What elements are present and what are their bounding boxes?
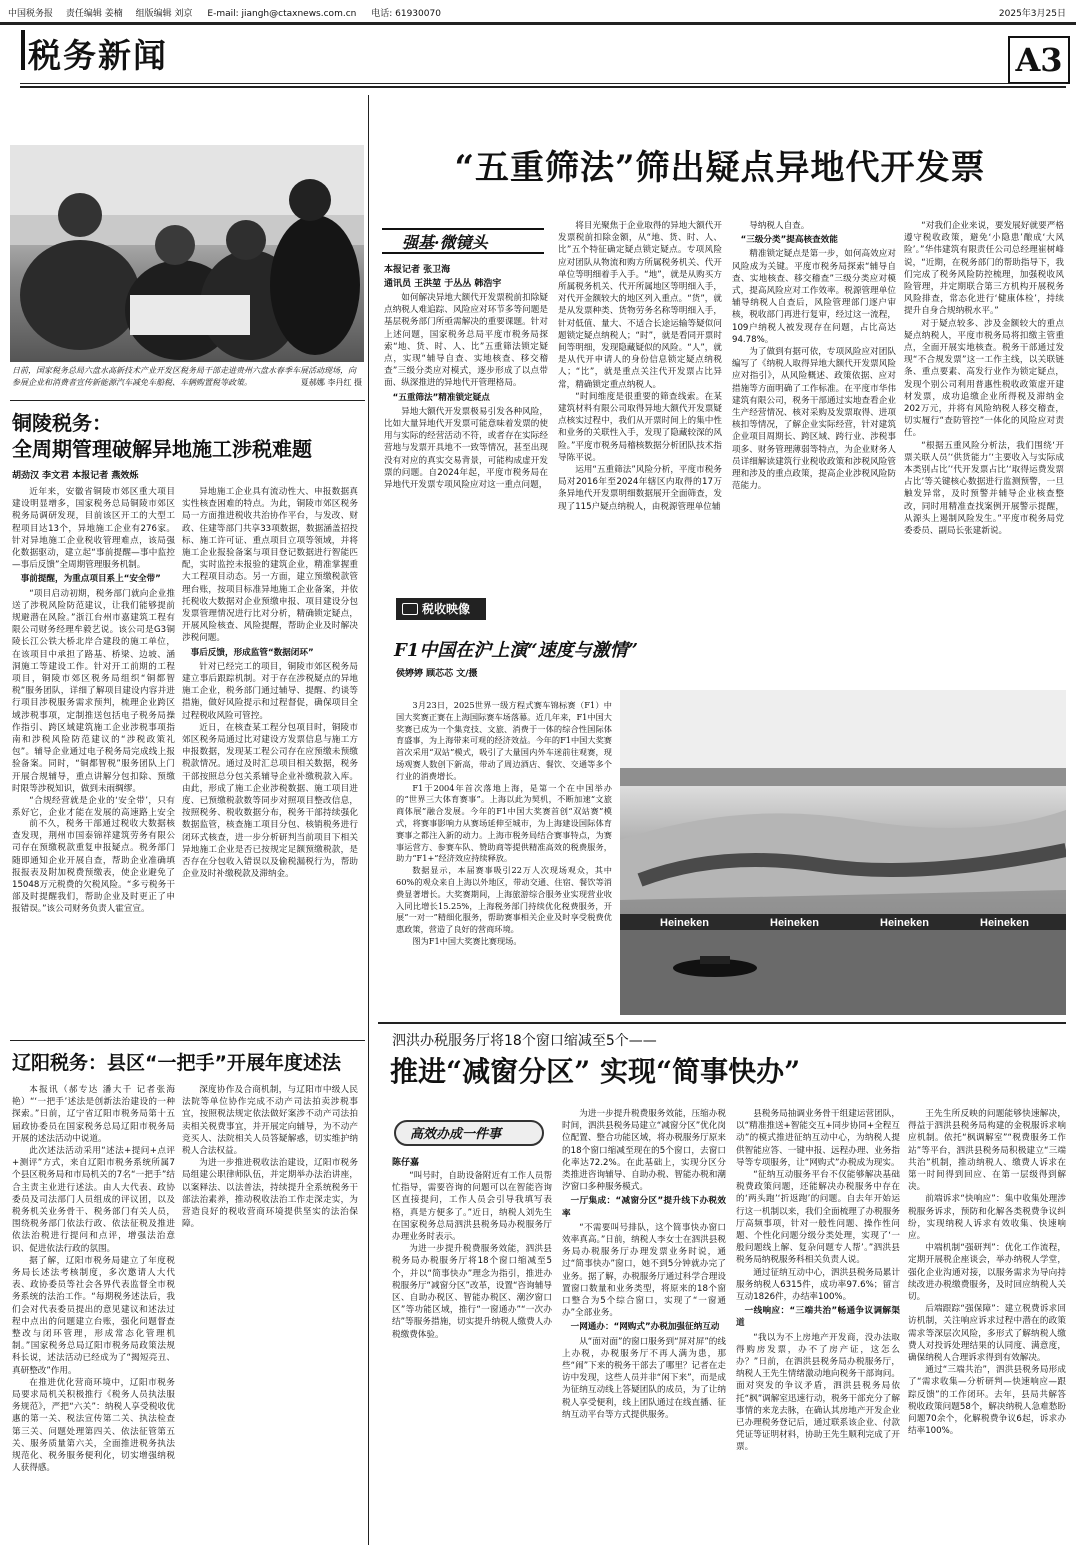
sihong-p12: 中端机制“强研判”：优化工作流程，定期开展税企座谈会，举办纳税人学堂，强化企业沟通对接，以服务需求为导向持续改进办税缴费服务，及时回应纳税人关切。 [908, 1243, 1066, 1303]
sihong-p9: “我以为不上房地产开发商，没办法取得购房发票，办不了房产证，这怎么办？”日前，在泗洪县税务局办税服务厅，纳税人王先生情绪激动地向税务干部询问。面对突发的争议矛盾，泗洪县税务局依托“枫”调解室迅速行动，税务干部充分了解事情的来龙去脉，在确认其房地产开发企业已办理税务登记后，通过联系该企业、付款凭证等证明材料，协助王先生顺利完成了开票。 [736, 1332, 900, 1453]
f1-race-photo [620, 690, 1066, 1015]
liaoyang-p3: 在推进优化营商环境中，辽阳市税务局要求局机关积极推行《税务人员执法服务规范》，严把“六关”：纳税人享受税收优惠的第一关、税法宣传第二关、执法检查第三关、问题处理第四关、依法征管第五关、服务质量第六关，全面推进税务执法规范化、税务服务便利化，切实增强纳税人获得感。 [12, 1377, 175, 1474]
liaoyang-byline: 本报讯（郝专达 潘大千 记者张海艳）“‘一把手’述法是创新法治建设的一种探索。”日前，辽宁省辽阳市税务局第十五届政协委员在国家税务总局辽阳市税务局开展的述法活动中说道。 [12, 1085, 175, 1144]
main-col1 [384, 292, 548, 592]
layout-editor: 组版编辑 刘京 [135, 9, 193, 19]
sihong-sub2: 一网通办：“网购式”办税加强征纳互动 [570, 1322, 720, 1333]
tongling-p4: 前不久，税务干部通过税收大数据核查发现，荆州市国泰锦祥建筑劳务有限公司存在预缴税款重复申报疑点。税务部门随即通知企业开展自查，帮助企业准确填报报表及附加税费预缴表，使企业避免了15048万元税费的欠税风险。“多亏税务干部及时提醒我们，帮助企业及时更正了申报错误。”该公司财务负责人霍宣宣。 [12, 819, 175, 915]
banner-text-1: Heineken [660, 917, 709, 929]
sihong-sub1: 一厅集成：“减窗分区”提升线下办税效率 [562, 1196, 726, 1219]
sihong-p14: 通过“三端共治”，泗洪县税务局形成了“需求收集—分析研判—快速响应—跟踪反馈”的工作闭环。去年，县局共解答税收政策问题58个，解决纳税人急难愁盼问题70余个，化解税费争议6起，诉求办结率100%。 [908, 1365, 1066, 1437]
main-p10: 对于疑点较多、涉及金额较大的重点疑点纳税人，平度市税务局将扣缴主管重点，全面开展实地核查。税务干部通过发现“不合规发票”这一工作主线，以关联链条、重点要素、高发行业作为锁定疑点，发现个别公司利用普惠性税收政策虚开建材发票，成功追缴企业所得税及滞纳金202万元，并将有风险纳税人移交稽查，切实履行“查防管控”一体化的风险应对责任。 [904, 318, 1064, 439]
sihong-p8: 通过征纳互动中心，泗洪县税务局累计服务纳税人6315件，成功率97.6%；留言互动1826件，办结率100%。 [736, 1267, 900, 1303]
column-tag-text: 强基·微镜头 [402, 233, 488, 252]
main-p9: “对我们企业来说，要发展好就要严格遵守税收政策，避免‘小隐患’酿成‘大风险’。”华伟建筑有限责任公司总经理崔树峰说，“近期，在税务部门的帮助指导下，我们完成了税务风险防控梳理，加强税收风险管理，并定期联合第三方机构开展税务风险排查，常态化进行‘健康体检’，持续提升自身合规纳税水平。” [904, 221, 1064, 317]
main-sub1: “五重筛法”精准锁定疑点 [392, 392, 490, 403]
main-sub2: “三级分类”提高核查效能 [740, 235, 838, 246]
f1-p3: 数据显示，本届赛事吸引22万人次现场观众，其中60%的观众来自上海以外地区，带动交通、住宿、餐饮等消费显著增长。大奖赛期间，上海旅游综合服务业实现营业收入同比增长15.25%，上海税务部门持续优化税费服务，开展“一对一”精细化服务，帮助赛事相关企业及时享受税费优惠政策，营造了良好的营商环境。 [396, 865, 612, 935]
main-p5: 运用“五重筛法”风险分析，平度市税务局对2016年至2024年辖区内取得的17万条异地代开发票明细数据展开全面筛查，发现了115户疑点纳税人，由税源管理单位辅 [558, 465, 722, 512]
sihong-p1: “叫号时，自助设备附近有工作人员帮忙指导，需要咨询的问题可以在智能咨询区直接提问，工作人员会引导我填写表格，真是方便多了。”近日，纳税人刘先生在国家税务总局泗洪县税务局办税服务厅办理业务时表示。 [392, 1171, 552, 1243]
tongling-sub3: 事后反馈，形成监管“数据闭环” [190, 647, 314, 658]
sihong-col2 [562, 1108, 726, 1542]
sihong-p2: 为进一步提升税费服务效能，泗洪县税务局办税服务厅将18个窗口缩减至5个，并以“简事快办”理念为指引，推进办税服务厅“减窗分区”改革，设置“咨询辅导区、自助办税区、智能办税区、潮汐窗口区”等功能区域，推行“一窗通办”“一次办结”等服务措施，切实提升纳税人缴费人办税缴费体验。 [392, 1244, 552, 1340]
f1-tag-text: 税收映像 [422, 602, 471, 616]
sihong-col3 [736, 1108, 900, 1542]
tongling-byline: 胡劲汉 李文君 本报记者 燕效烁 [12, 471, 139, 481]
section-title: 税务新闻 [28, 36, 168, 75]
liaoyang-col1 [12, 1084, 175, 1544]
f1-title: F1中国在沪上演“速度与激情” [394, 640, 639, 661]
main-p3: 将目光聚焦于企业取得的异地大额代开发票税前扣除金额，从“地、货、时、人、比”五个特征确定疑点锁定疑点。专项风险应对团队从物流和购方所属税务机关、代开单位等明细着手入手。“地”，就是从购买方所属税务机关、代开所属地区等明细入手，对代开金额较大的地区列入重点。“货”，就是从发票种类、货物劳务名称等明细入手，针对低值、量大、不适合长途运输等疑似问题锁定疑点纳税人；“时”，就是看同开票时间等明细，发现隐藏疑似的风险。“人”，就是从代开申请人的身份信息锁定疑点纳税人；“比”，就是重点关注代开发票占比异常，精确锁定重点纳税人。 [558, 221, 722, 390]
photo-caption: 日前，国家税务总局六盘水高新技术产业开发区税务局干部走进贵州六盘水春季车展活动现场，向参展企业和消费者宣传新能源汽车减免车船税、车辆购置税等政策。 [12, 366, 356, 387]
main-p11: “根据五重风险分析法，我们围绕‘开票关联人员’‘供货能力’‘主要收入与实际成本类别占比’‘代开发票占比’‘取得运费发票占比’等关键核心数据进行监测预警，一旦触发异常，及时预警并辅导企业核查整改，同时用精准查找案例开展警示提醒，从源头上遏制风险发生。”平度市税务局党委委员、副局长张建新说。 [904, 440, 1064, 537]
f1-tag [396, 598, 486, 620]
tongling-sub1: 事前提醒，为重点项目系上“安全带” [20, 574, 161, 585]
phone: 电话: 61930070 [371, 9, 441, 19]
sihong-title: 推进“减窗分区” 实现“简事快办” [390, 1055, 801, 1088]
sihong-tag-text: 高效办成一件事 [410, 1127, 502, 1142]
liaoyang-p5: 为进一步推进税收法治建设，辽阳市税务局组建公职律师队伍，并定期举办法治讲座，以案释法、以法普法，持续提升全系统税务干部法治素养，推动税收法治工作走深走实，为营造良好的税收营商环境提供坚实的法治保障。 [182, 1158, 358, 1230]
main-p8: 为了做到有据可依，专项风险应对团队编写了《纳税人取得异地大额代开发票风险应对指引》，从风险概述、政策依据、应对措施等方面明确了工作标准。在平度市华伟建筑有限公司，税务干部通过实地查看企业生产经营情况、核对采购及发票取得、进项核扣等情况，了解企业实际经营，针对建筑企业项目周期长、跨区域、跨行业、涉税事项多、财务管理薄弱等特点，为企业财务人员详细解读建筑行业税收政策和涉税风险管理和涉及的重点政策，提高企业涉税风险防范能力。 [732, 347, 896, 492]
sihong-p7: “征纳互动服务平台不仅能够解决基础税费政策问题，还能解决办税服务中存在的‘两头跑’‘折返跑’的问题。自去年开始运行这一机制以来，我们全面梳理了办税服务厅高频事项，针对一般性问题、操作性问题、个性化问题分级分类处理，实现了‘一般问题线上解、复杂问题专人帮’。”泗洪县税务局纳税服务科相关负责人说。 [736, 1170, 900, 1266]
camera-icon [402, 603, 418, 615]
race-track-scene [620, 690, 1066, 1015]
banner-text-3: Heineken [880, 917, 929, 929]
sihong-p10: 王先生所反映的问题能够快速解决，得益于泗洪县税务局构建的金税服诉求响应机制。依托“枫调解室”“税费服务工作站”等平台，泗洪县税务局积极建立“三端共治”机制，推动纳税人、缴费人诉求在第一时间得到回应、在第一层级得到解决。 [908, 1109, 1066, 1193]
sihong-p4: 为进一步提升税费服务效能，压缩办税时间，泗洪县税务局建立“减窗分区”优化岗位配置、整合功能区域，将办税服务厅原来的18个窗口缩减至现在的5个窗口，去窗口化率达72.2%。在此基础上，实现分区分类推进咨询辅导、自助办税、智能办税和潮汐窗口多种服务模式。 [562, 1109, 726, 1193]
banner-text-4: Heineken [980, 917, 1029, 929]
liaoyang-p2: 据了解，辽阳市税务局建立了年度税务局长述法考核制度，多次邀请人大代表、政协委员等社会各界代表监督全市税务系统的法治工作。“每期税务述法后，我们会对代表委员提出的意见建议和述法过程中点出的问题建立台账，强化问题督查整改与闭环管理，形成常态化管理机制。”国家税务总局辽阳市税务局政策法规科长说，述法活动已经成为了“揭短亮丑、真研整改”作用。 [12, 1255, 175, 1376]
main-byline: 本报记者 张卫海 [384, 265, 451, 275]
liaoyang-p1: 此次述法活动采用“述法+提问+点评+测评”方式，来自辽阳市税务系统所属7个县区税务局和市局机关的7名“一把手”结合主责主业进行述法。由人大代表、政协委员及司法部门人员组成的评议团，以及税务机关业务骨干、税务部门有关人员，围绕税务部门依法行政、依法征税及推进依法治税进行提问和点评，增强法治意识、促进依法行政的氛围。 [12, 1146, 175, 1254]
tongling-p5: 异地施工企业具有流动性大、申报数据真实性核查困难的特点。为此，铜陵市郊区税务局一方面推进税收共治协作平台，与发改、财政、住建等部门共享33项数据，数据涵盖招投标、施工许可证、重点项目立项等领域，并将施工企业报验备案与项目登记数据进行智能匹配，实时监控未报验的建筑企业，精准掌握重大工程项目动态。另一方面，建立预缴税款管理台账，按项目标准异地施工企业备案，并依托税收大数据对企业预缴申报、项目建设分包发票管理情况进行比对分析，精确锁定疑点，开展风险核查、风险提醒，帮助企业及时解决涉税问题。 [182, 487, 358, 644]
f1-byline: 侯婷婷 顾芯芯 文/摄 [396, 669, 478, 679]
sihong-col1 [392, 1170, 552, 1542]
tongling-col1 [12, 486, 175, 818]
f1-p1: 3月23日，2025世界一级方程式赛车锦标赛（F1）中国大奖赛正赛在上海国际赛车场落幕。近几年来，F1中国大奖赛已成为一个集竞技、文旅、消费于一体的综合性国际体育盛事，为上海带来可观的经济效益。今年的F1中国大奖赛首次采用“双站”模式，吸引了大量国内外车迷前往观赛，现场观赛人数创下新高，带动了周边酒店、餐饮、交通等多个行业的消费增长。 [396, 700, 612, 781]
sihong-p5: 从“面对面”的窗口服务到“屏对屏”的线上办税，办税服务厅不再人满为患，那些“闹”下来的税务干部去了哪里？记者在走访中发现，这些人员并非“闲下来”，而是成为征纳互动线上答疑团队的成员，为了让纳税人享受便利，线上团队通过在线直播、征纳互动平台等方式提供服务。 [562, 1336, 726, 1420]
main-p2: 异地大额代开发票极易引发各种风险，比如大量异地代开发票可能意味着发票的使用与实际的经营活动不符，或者存在实际经营地与发票开具地不一致等情况，甚至出现没有对应的真实交易背景，可能构成虚开发票的问题。自2024年起，平度市税务局在异地代开发票专项风险应对这一重点问题， [384, 406, 548, 491]
main-p7: 精准锁定疑点是第一步，如何高效应对风险成为关键。平度市税务局探索“辅导自查、实地核查、移交稽查”三级分类应对模式，提高风险应对工作效率。税源管理单位辅导纳税人自查后，风险管理部门逐户审核，税收部门再进行复审，经过这一流程，109户纳税人被发现存在问题，占比高达94.78%。 [732, 249, 896, 345]
tongling-p6: 针对已经完工的项目，铜陵市郊区税务局建立事后跟踪机制。对于存在涉税疑点的异地施工企业，税务部门通过辅导、提醒、约谈等措施，做好风险提示和过程督促，确保项目全过程税收风险可管控。 [182, 661, 358, 721]
tongling-p1: 近年来，安徽省铜陵市郊区重大项目建设明显增多，国家税务总局铜陵市郊区税务局调研发现，目前该区开工的大型工程项目达13个，异地施工企业有276家。针对异地施工企业税收管理难点，该局强化数据驱动，建立起“事前提醒—事中监控—事后反馈”全周期管理服务机制。 [12, 487, 175, 571]
main-col2 [558, 220, 722, 592]
f1-p4: 图为F1中国大奖赛比赛现场。 [412, 935, 522, 946]
main-byline2: 通讯员 王洪堃 于丛丛 韩浩宇 [384, 279, 502, 289]
tongling-title-line1: 铜陵税务： [12, 411, 112, 435]
sihong-p6: 县税务局抽调业务骨干组建运营团队，以“精准推送+智能交互+同步协同+全程互动”的模式推进征纳互动中心，为纳税人提供智能应答、一键申报、远程办理、业务指导等专项服务，让“网购式”办税成为现实。 [736, 1109, 900, 1168]
main-col4 [904, 220, 1064, 592]
banner-text-2: Heineken [770, 917, 819, 929]
f1-p2: F1于2004年首次落地上海，是第一个在中国举办的“世界三大体育赛事”。上海以此为契机，不断加速“文旅商体展”融合发展。今年的F1中国大奖赛首创“双站赛”模式，将赛事影响力从赛场延伸至城市，为上海建设国际体育赛事之都注入新的动力。上海市税务局结合赛事特点，为赛事运营方、参赛车队、赞助商等提供精准高效的税费服务，助力“F1+”经济效应持续释放。 [396, 782, 612, 864]
sihong-byline: 陈仔嘉 [392, 1158, 420, 1168]
email: E-mail: jiangh@ctaxnews.com.cn [207, 9, 357, 19]
main-col3 [732, 220, 896, 592]
main-p6: 导纳税人自查。 [749, 221, 810, 231]
tongling-col2 [182, 486, 358, 1038]
photo-credit: 夏郝娜 李丹红 摄 [300, 378, 362, 387]
sihong-col4 [908, 1108, 1066, 1542]
main-p1: 如何解决异地大额代开发票税前扣除疑点纳税人难追踪、风险应对环节多等问题是基层税务部门所亟需解决的重要课题。针对上述问题，国家税务总局平度市税务局探索“地、货、时、人、比”五重筛法锁定疑点，实现“辅导自查、实地核查、移交稽查”三级分类应对模式，逐步形成了以点带面、纵深推进的异地代开管理格局。 [384, 293, 548, 389]
sihong-sub3: 一线响应：“三端共治”畅通争议调解渠道 [736, 1306, 900, 1329]
sihong-p11: 前端诉求“快响应”：集中收集处理涉税服务诉求，预防和化解各类税费争议纠纷，实现纳税人诉求有效收集、快速响应。 [908, 1194, 1066, 1242]
sihong-kicker: 泗洪办税服务厅将18个窗口缩减至5个—— [392, 1033, 657, 1049]
issue-date: 2025年3月25日 [998, 9, 1066, 19]
sihong-p3: “不需要叫号排队，这个简事快办窗口效率真高。”日前，纳税人李女士在泗洪县税务局办税服务厅办理发票业务时说，通过“简事快办”窗口，她不到5分钟就办完了业务。据了解，办税服务厅通过科学合理设置窗口数量和业务类型，将原来的18个窗口整合为5个综合窗口，实现了“一窗通办”全部业务。 [562, 1222, 726, 1319]
tongling-p3: “合规经营就是企业的‘安全带’，只有系好它，企业才能在发展的高速路上安全 [12, 796, 175, 818]
sihong-tag [394, 1120, 544, 1146]
tongling-title-line2: 全周期管理破解异地施工涉税难题 [12, 437, 312, 461]
column-tag [382, 228, 544, 254]
liaoyang-col2 [182, 1084, 358, 1544]
sihong-p13: 后端跟踪“强保障”：建立税费诉求回访机制，关注响应诉求过程中潜在的政策需求等深层次风险，多形式了解纳税人缴费人对投诉处理结果的认同度、满意度，确保纳税人合理诉求得到有效解决。 [908, 1304, 1066, 1364]
tongling-col1b [12, 818, 175, 1038]
main-headline: “五重筛法”筛出疑点异地代开发票 [454, 148, 986, 188]
page-number: A3 [1008, 36, 1070, 84]
paper-name: 中国税务报 [8, 9, 54, 19]
tongling-p7: 近日，在核查某工程分包项目时，铜陵市郊区税务局通过比对建设方发票信息与施工方申报数据，发现某工程公司存在应预缴未预缴税款情况。通过及时汇总项目相关数据，税务干部按照总分包关系辅导企业补缴税款入库。由此，形成了施工企业涉税数据、施工项目进度、已预缴税款数等同步对照项目整改信息，按照税务、税收数据分布，税务干部持续强化数据监管，核查施工项目分包、核销税务进行闭环式核查，进一步分析研判当前项目下相关异地施工企业是否已按规定足额预缴税款，是否存在分包收入错误以及偷税漏税行为，帮助企业及时补缴税款及滞纳金。 [182, 722, 358, 880]
f1-text [396, 700, 612, 1010]
main-p4: “时间维度是很重要的筛查线索。在某建筑材料有限公司取得异地大额代开发票疑点核实过程中，我们从开票时间上的集中性和业务的关联性入手，发现了隐藏较深的风险。”平度市税务局稽核数据分析团队技术指导陈平说。 [558, 391, 722, 463]
photo-scene [10, 145, 364, 362]
tax-officers-photo [10, 145, 364, 362]
tongling-headline [12, 410, 312, 462]
liaoyang-title: 辽阳税务：县区“一把手”开展年度述法 [12, 1052, 341, 1074]
header-bar [8, 6, 441, 19]
tongling-p2: “项目启动初期，税务部门就向企业推送了涉税风险防范建议，让我们能够提前规避潜在风险。”浙江台州市嘉建筑工程有限公司财务经理牟毅艺说。该公司是G3铜陵长江公铁大桥北岸合建段的施工单位，在该项目中承担了路基、桥梁、边坡、涵洞施工等建设工作。针对开工前期的工程项目，铜陵市郊区税务局组织“铜都智税”服务团队，详细了解项目建设内容并进行项目涉税服务需求预判，梳理企业跨区域涉税事项，定制推送包括电子税务局操作指引、跨区域建筑施工企业涉税事项指南和涉税风险防范建议的“涉税政策礼包”。辅导企业通过电子税务局完成线上报验备案。同时，“铜都智税”服务团队上门开展合规辅导，重点讲解分包扣除、预缴时限等涉税知识，做到未雨绸缪。 [12, 588, 175, 794]
editor: 责任编辑 姜楠 [65, 9, 123, 19]
liaoyang-p4: 深度协作及合商机制，与辽阳市中级人民法院等单位协作完成不动产司法拍卖涉税事宜，按照税法规定依法做好案涉不动产司法拍卖相关税费事宜，并开展定向辅导，为不动产竞买人、法院相关人员答疑解惑，切实维护纳税人合法权益。 [182, 1085, 358, 1157]
